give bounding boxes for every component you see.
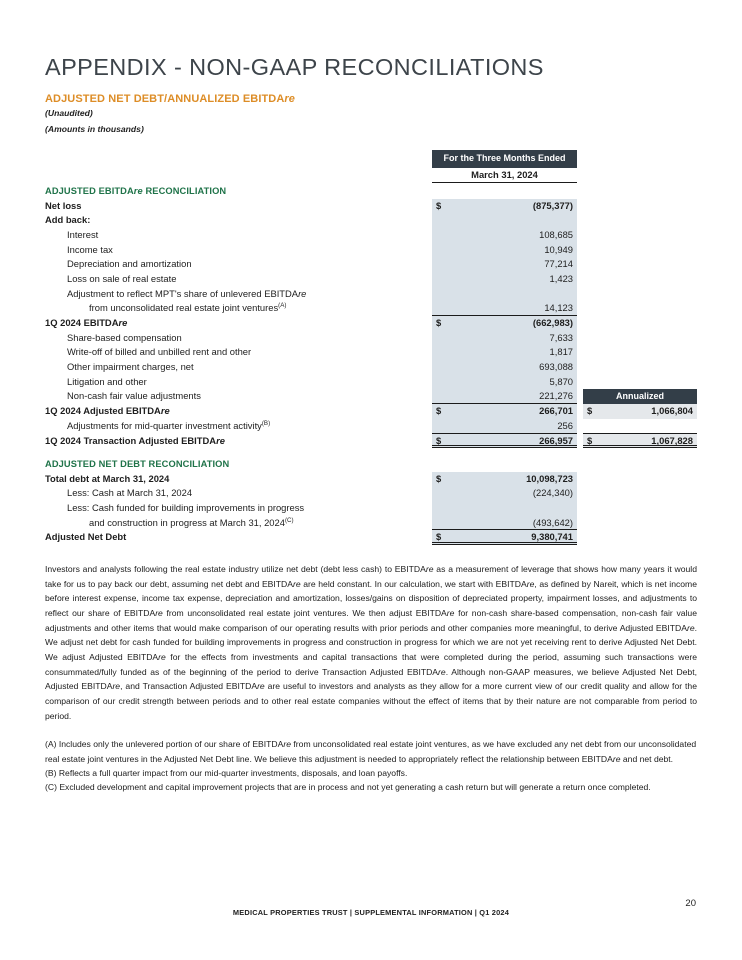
value-cell bbox=[432, 199, 577, 214]
row-label-text: Total debt at March 31, 2024 bbox=[45, 472, 170, 484]
dollar-sign bbox=[432, 345, 436, 360]
header-spacer bbox=[583, 150, 697, 168]
annualized-cell bbox=[583, 501, 697, 516]
dollar-sign bbox=[432, 287, 436, 302]
row-label-text: Share-based compensation bbox=[67, 331, 182, 343]
value-cell bbox=[432, 419, 577, 434]
dollar-sign bbox=[432, 213, 436, 228]
value-cell bbox=[432, 530, 577, 545]
annualized-cell bbox=[583, 472, 697, 487]
page-number: 20 bbox=[685, 898, 696, 909]
table-row bbox=[45, 404, 697, 419]
annualized-cell bbox=[583, 375, 697, 390]
row-label bbox=[45, 419, 432, 434]
dollar-sign bbox=[432, 257, 436, 272]
table-row bbox=[45, 243, 697, 258]
section-header: ADJUSTED EBITDAre RECONCILIATION bbox=[45, 186, 227, 196]
row-label bbox=[45, 199, 432, 214]
row-label-text: 1Q 2024 Adjusted EBITDAre bbox=[45, 405, 170, 417]
value-text: (493,642) bbox=[532, 516, 573, 528]
value-text: 108,685 bbox=[539, 228, 573, 240]
row-label-text: from unconsolidated real estate joint ventures bbox=[89, 302, 279, 314]
value-text: 77,214 bbox=[544, 258, 573, 270]
value-text: (662,983) bbox=[532, 317, 573, 328]
value-text: 266,701 bbox=[539, 405, 573, 417]
annualized-cell bbox=[583, 331, 697, 346]
annualized-cell bbox=[583, 360, 697, 375]
dollar-sign: $ bbox=[436, 531, 442, 543]
value-text bbox=[573, 287, 577, 302]
row-label-text: Adjustments for mid-quarter investment activity bbox=[67, 419, 262, 431]
value-cell bbox=[432, 360, 577, 375]
annualized-cell bbox=[583, 213, 697, 228]
annualized-cell bbox=[583, 199, 697, 214]
value-text: 266,957 bbox=[539, 434, 573, 446]
value-cell bbox=[432, 516, 577, 531]
value-cell bbox=[432, 228, 577, 243]
annualized-header: Annualized bbox=[583, 389, 697, 404]
dollar-sign bbox=[432, 375, 436, 390]
row-label bbox=[45, 287, 432, 302]
row-label bbox=[45, 213, 432, 228]
value-cell bbox=[432, 389, 577, 404]
value-text: 221,276 bbox=[539, 390, 573, 402]
dollar-sign bbox=[432, 243, 436, 258]
financial-table-rows bbox=[45, 185, 697, 545]
table-row bbox=[45, 301, 697, 316]
row-label-text: Interest bbox=[67, 228, 99, 240]
dollar-sign: $ bbox=[436, 472, 442, 484]
value-cell bbox=[432, 272, 577, 287]
row-label-text: Litigation and other bbox=[67, 375, 147, 387]
dollar-sign bbox=[432, 301, 436, 315]
dollar-sign bbox=[432, 272, 436, 287]
dollar-sign: $ bbox=[436, 434, 442, 446]
dollar-sign: $ bbox=[587, 405, 593, 417]
table-row bbox=[45, 316, 697, 331]
header-spacer bbox=[45, 150, 432, 168]
unaudited-note: (Unaudited) bbox=[45, 108, 93, 118]
header-spacer bbox=[45, 168, 432, 183]
annualized-cell bbox=[583, 301, 697, 316]
amounts-note: (Amounts in thousands) bbox=[45, 124, 144, 134]
row-label bbox=[45, 434, 432, 449]
page-content bbox=[0, 54, 742, 794]
dollar-sign bbox=[432, 228, 436, 243]
row-label bbox=[45, 472, 432, 487]
annualized-cell bbox=[583, 404, 697, 419]
dollar-sign: $ bbox=[436, 317, 442, 328]
annualized-cell bbox=[583, 516, 697, 531]
dollar-sign bbox=[432, 486, 436, 501]
footnote-ref: (B) bbox=[261, 419, 271, 427]
value-text: 10,949 bbox=[544, 243, 573, 255]
header-spacer bbox=[583, 168, 697, 183]
annualized-cell bbox=[583, 243, 697, 258]
value-text: 14,123 bbox=[544, 302, 573, 314]
dollar-sign bbox=[432, 516, 436, 530]
row-label-text: Adjusted Net Debt bbox=[45, 531, 127, 543]
row-label-text: Loss on sale of real estate bbox=[67, 272, 177, 284]
dollar-sign: $ bbox=[587, 434, 593, 446]
row-label bbox=[45, 389, 432, 404]
value-cell bbox=[432, 213, 577, 228]
table-row bbox=[45, 257, 697, 272]
footnote-ref: (C) bbox=[284, 516, 294, 524]
value-text: (875,377) bbox=[532, 199, 573, 211]
annualized-cell bbox=[583, 257, 697, 272]
row-label-text: 1Q 2024 EBITDAre bbox=[45, 317, 128, 328]
row-label-text: Write-off of billed and unbilled rent and other bbox=[67, 346, 252, 358]
row-label bbox=[45, 243, 432, 258]
table-header-row bbox=[45, 150, 697, 168]
row-label bbox=[45, 228, 432, 243]
row-label bbox=[45, 501, 432, 516]
row-label bbox=[45, 345, 432, 360]
row-label bbox=[45, 316, 432, 331]
value-cell bbox=[432, 501, 577, 516]
footnote: (B) Reflects a full quarter impact from our mid-quarter investments, disposals, and loan payoffs. bbox=[45, 767, 408, 778]
table-row bbox=[45, 530, 697, 545]
value-cell bbox=[432, 316, 577, 331]
table-row bbox=[45, 360, 697, 375]
value-text: 7,633 bbox=[549, 331, 573, 343]
table-row bbox=[45, 516, 697, 531]
value-cell bbox=[432, 331, 577, 346]
annualized-cell bbox=[583, 228, 697, 243]
annualized-cell bbox=[583, 287, 697, 302]
table-row bbox=[45, 199, 697, 214]
period-header: For the Three Months Ended bbox=[432, 150, 577, 168]
table-row bbox=[45, 419, 697, 434]
annualized-cell bbox=[583, 486, 697, 501]
row-label bbox=[45, 272, 432, 287]
annualized-cell bbox=[583, 530, 697, 545]
dollar-sign bbox=[432, 331, 436, 346]
table-date-row bbox=[45, 168, 697, 183]
value-text: (224,340) bbox=[532, 487, 573, 499]
dollar-sign bbox=[432, 419, 436, 433]
row-label-text: 1Q 2024 Transaction Adjusted EBITDAre bbox=[45, 434, 225, 446]
value-cell bbox=[432, 434, 577, 449]
dollar-sign bbox=[432, 389, 436, 403]
financial-table bbox=[45, 150, 697, 545]
dollar-sign: $ bbox=[436, 199, 442, 211]
row-label-text: Other impairment charges, net bbox=[67, 361, 194, 373]
value-cell bbox=[432, 486, 577, 501]
dollar-sign bbox=[432, 501, 436, 516]
row-label-text: Non-cash fair value adjustments bbox=[67, 390, 201, 402]
row-label-text: Less: Cash funded for building improvements in progress bbox=[67, 502, 305, 514]
value-cell bbox=[432, 404, 577, 419]
table-row bbox=[45, 345, 697, 360]
row-label bbox=[45, 404, 432, 419]
value-text: 10,098,723 bbox=[526, 472, 573, 484]
report-subtitle: ADJUSTED NET DEBT/ANNUALIZED EBITDAre bbox=[45, 93, 296, 105]
row-label bbox=[45, 360, 432, 375]
value-cell bbox=[432, 243, 577, 258]
row-label bbox=[45, 257, 432, 272]
annualized-cell bbox=[583, 419, 697, 434]
value-cell bbox=[432, 301, 577, 316]
row-label-text: and construction in progress at March 31, 2024 bbox=[89, 516, 285, 528]
value-text bbox=[573, 213, 577, 228]
row-label-text: Income tax bbox=[67, 243, 113, 255]
row-label bbox=[45, 301, 432, 316]
table-row bbox=[45, 501, 697, 516]
annualized-cell bbox=[583, 316, 697, 331]
value-text: 256 bbox=[557, 419, 573, 431]
table-row bbox=[45, 331, 697, 346]
row-label bbox=[45, 375, 432, 390]
row-label bbox=[45, 516, 432, 531]
row-label bbox=[45, 331, 432, 346]
section-gap bbox=[45, 448, 697, 458]
value-cell bbox=[432, 375, 577, 390]
dollar-sign bbox=[432, 360, 436, 375]
row-label-text: Add back: bbox=[45, 214, 91, 226]
value-text bbox=[573, 501, 577, 516]
table-row bbox=[45, 228, 697, 243]
footer-text: MEDICAL PROPERTIES TRUST | SUPPLEMENTAL INFORMATION | Q1 2024 bbox=[232, 908, 510, 917]
value-text: 9,380,741 bbox=[531, 531, 573, 543]
row-label-text: Less: Cash at March 31, 2024 bbox=[67, 487, 193, 499]
footnote: (A) Includes only the unlevered portion of our share of EBITDAre from unconsolidated real estate joint ventures, as we have excluded any net debt from our unconsolidated real estate joint ventures in the Adjusted Net Debt line. We believe this adjustment is needed to appropriately reflect the relationship between EBITDAre and net debt. bbox=[45, 739, 697, 764]
footnote-ref: (A) bbox=[278, 302, 287, 310]
annualized-cell bbox=[583, 434, 697, 449]
value-cell bbox=[432, 257, 577, 272]
page-footer bbox=[0, 902, 742, 920]
period-date: March 31, 2024 bbox=[432, 168, 577, 183]
section-header: ADJUSTED NET DEBT RECONCILIATION bbox=[45, 459, 230, 470]
row-label-text: Net loss bbox=[45, 199, 82, 211]
row-label-text: Depreciation and amortization bbox=[67, 258, 192, 270]
value-text: 693,088 bbox=[539, 361, 573, 373]
table-row bbox=[45, 434, 697, 449]
value-text: 1,067,828 bbox=[651, 434, 693, 446]
table-row bbox=[45, 213, 697, 228]
value-cell bbox=[432, 287, 577, 302]
row-label bbox=[45, 530, 432, 545]
value-cell bbox=[432, 345, 577, 360]
value-text: 1,423 bbox=[549, 272, 573, 284]
table-row bbox=[45, 389, 697, 404]
value-text: 1,817 bbox=[549, 346, 573, 358]
footnote: (C) Excluded development and capital improvement projects that are in process and not yet generating a cash return but will generate a return once completed. bbox=[45, 781, 651, 792]
table-row bbox=[45, 272, 697, 287]
value-text: 5,870 bbox=[549, 375, 573, 387]
dollar-sign: $ bbox=[436, 405, 442, 417]
table-row bbox=[45, 472, 697, 487]
footnotes bbox=[45, 737, 697, 794]
value-cell bbox=[432, 472, 577, 487]
table-row bbox=[45, 375, 697, 390]
table-row bbox=[45, 287, 697, 302]
annualized-cell bbox=[583, 345, 697, 360]
value-text: 1,066,804 bbox=[651, 405, 693, 417]
row-label bbox=[45, 486, 432, 501]
page-title: APPENDIX - NON-GAAP RECONCILIATIONS bbox=[45, 54, 544, 80]
table-row bbox=[45, 486, 697, 501]
row-label-text: Adjustment to reflect MPT's share of unlevered EBITDAre bbox=[67, 287, 307, 299]
annualized-cell bbox=[583, 272, 697, 287]
description-paragraph: Investors and analysts following the real estate industry utilize net debt (debt less cash) to EBITDAre as a measurement of leverage that shows how many years it would take for us to pay back our debt, assuming net debt and EBITDAre are held constant. In our calculation, we start with EBITDAre, as defined by Nareit, which is net income before interest expense, income tax expense, depreciation and amortization, losses/gains on disposition of depreciated property, impairment losses, and adjustments to reflect our share of EBITDAre from unconsolidated real estate joint ventures. We then adjust EBITDAre for non-cash share-based compensation, non-cash fair value adjustments and other items that would make comparison of our operating results with prior periods and other companies more meaningful, to derive Adjusted EBITDAre. We adjust net debt for cash funded for building improvements in progress and construction in progress for which we are not yet receiving rent to derive Adjusted Net Debt. We adjust Adjusted EBITDAre for the effects from investments and capital transactions that were completed during the period, assuming such transactions were consummated/fully funded as of the beginning of the period to derive Transaction Adjusted EBITDAre. Although non-GAAP measures, we believe Adjusted Net Debt, Adjusted EBITDAre, and Transaction Adjusted EBITDAre are useful to investors and analysts as they allow for a more current view of our credit quality and allow for the comparison of our credit strength between periods and to other real estate companies without the effect of items that by their nature are not comparable from period to period. bbox=[45, 564, 697, 721]
